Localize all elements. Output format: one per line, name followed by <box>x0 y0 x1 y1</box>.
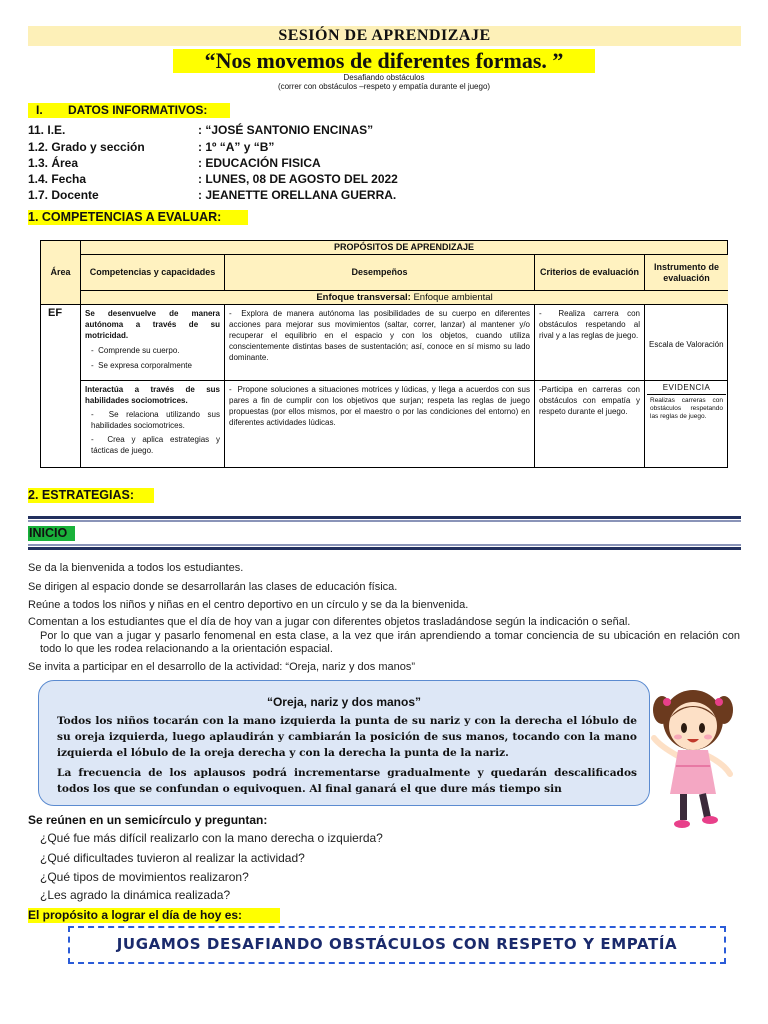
datos-row: 1.4. Fecha : LUNES, 08 DE AGOSTO DEL 2022 <box>28 172 398 186</box>
paragraph: Comentan a los estudiantes que el día de hoy van a jugar con diferentes objetos trasladándose según la indicación o señal. <box>28 616 631 628</box>
performance-header: Desempeños <box>225 255 535 291</box>
inicio-label: INICIO <box>28 526 75 541</box>
purpose-text: JUGAMOS DESAFIANDO OBSTÁCULOS CON RESPETO Y EMPATÍA <box>116 935 678 953</box>
performance-2: - Propone soluciones a situaciones motrices y lúdicas, y llega a acuerdos con sus pares a fin de cumplir con los objetivos que surjan; respeta las reglas de juego propuestas (por ellos mismos, por el maestro o por las condiciones del entorno) en diferentes actividades lúdicas. <box>225 381 535 468</box>
performance-1: - Explora de manera autónoma las posibilidades de su cuerpo en diferentes acciones para mejorar sus movimientos (saltar, correr, lanzar) al mantener y/o recuperar el equilibrio en el espacio y con los objetos, cuando utiliza conscientemente distintas bases de sustentación; así, conoce en sí mismo su lado dominante. <box>225 305 535 381</box>
criteria-1: - Realiza carrera con obstáculos respetando al rival y a las reglas de juego. <box>535 305 645 381</box>
divider <box>28 544 741 546</box>
page-title: SESIÓN DE APRENDIZAJE <box>278 27 491 44</box>
purpose-box <box>68 926 726 964</box>
girl-illustration <box>648 682 738 832</box>
competency-1: Se desenvuelve de manera autónoma a través de su motricidad. - Comprende su cuerpo. - Se expresa corporalmente <box>81 305 225 381</box>
competencias-title: 1. COMPETENCIAS A EVALUAR: <box>28 210 248 225</box>
paragraph: Se invita a participar en el desarrollo de la actividad: “Oreja, nariz y dos manos” <box>28 661 416 673</box>
divider <box>28 516 741 519</box>
session-subtitle: Desafiando obstáculos <box>343 73 425 82</box>
divider <box>28 547 741 550</box>
paragraph: Se dirigen al espacio donde se desarrollarán las clases de educación física. <box>28 581 398 593</box>
datos-row: 1.2. Grado y sección : 1º “A” y “B” <box>28 140 275 154</box>
question-item: ¿Qué dificultades tuvieron al realizar la actividad? <box>40 851 305 865</box>
activity-paragraph: Todos los niños tocarán con la mano izquierda la punta de su nariz y con la derecha el lóbulo de su oreja izquierda, luego aplaudirán y cambiarán la posición de sus manos, tocando con la mano izquierda el lóbulo de la oreja derecha y con la derecha la punta de la nariz. <box>57 715 637 759</box>
instrument-header: Instrumento de evaluación <box>645 255 728 291</box>
competencies-header: Competencias y capacidades <box>81 255 225 291</box>
purposes-table <box>40 240 728 468</box>
session-title: “Nos movemos de diferentes formas. ” <box>173 49 595 73</box>
activity-title: “Oreja, nariz y dos manos” <box>266 695 422 709</box>
datos-row: 1.3. Área : EDUCACIÓN FISICA <box>28 156 321 170</box>
datos-row: 11. I.E. : “JOSÉ SANTONIO ENCINAS” <box>28 123 374 137</box>
question-item: ¿Qué tipos de movimientos realizaron? <box>40 870 249 884</box>
area-value: EF <box>41 305 81 468</box>
datos-title: I. DATOS INFORMATIVOS: <box>28 103 230 118</box>
competency-2: Interactúa a través de sus habilidades sociomotrices. - Se relaciona utilizando sus habilidades sociomotrices. - Crea y aplica estrategias y tácticas de juego. <box>81 381 225 468</box>
purposes-header: PROPÓSITOS DE APRENDIZAJE <box>81 241 728 255</box>
strategies-title: 2. ESTRATEGIAS: <box>28 488 154 503</box>
session-note: (correr con obstáculos –respeto y empatía durante el juego) <box>277 82 491 91</box>
criteria-2: -Participa en carreras con obstáculos con empatía y respeto durante el juego. <box>535 381 645 468</box>
purpose-title: El propósito a lograr el día de hoy es: <box>28 908 280 923</box>
instrument-1: Escala de Valoración <box>645 305 728 381</box>
datos-row: 1.7. Docente : JEANETTE ORELLANA GUERRA. <box>28 188 397 202</box>
area-header: Área <box>41 241 81 305</box>
question-item: ¿Les agrado la dinámica realizada? <box>40 888 231 902</box>
question-item: ¿Qué fue más difícil realizarlo con la mano derecha o izquierda? <box>40 831 383 845</box>
activity-paragraph: La frecuencia de los aplausos podrá incrementarse gradualmente y quedarán descalificados todos los que se confundan o equivoquen. Al final ganará el que dure más tiempo sin <box>57 767 637 795</box>
criteria-header: Criterios de evaluación <box>535 255 645 291</box>
divider <box>28 520 741 522</box>
evidence-text: Realizas carreras con obstáculos respetando las reglas de juego. <box>650 397 723 420</box>
paragraph: Se da la bienvenida a todos los estudiantes. <box>28 562 244 574</box>
questions-title: Se reúnen en un semicírculo y preguntan: <box>28 813 268 827</box>
evidence-cell <box>645 381 728 468</box>
paragraph: Reúne a todos los niños y niñas en el centro deportivo en un círculo y se da la bienvenida. <box>28 599 469 611</box>
activity-box <box>38 680 650 806</box>
transversal-approach: Enfoque transversal: Enfoque ambiental <box>81 291 728 305</box>
evidence-label: EVIDENCIA <box>647 381 726 395</box>
paragraph: Por lo que van a jugar y pasarlo fenomenal en esta clase, a la vez que irán aprendiendo a tomar conciencia de su ubicación en relación con todo lo que les rodea relacionando a la orientación espacial. <box>40 630 740 655</box>
